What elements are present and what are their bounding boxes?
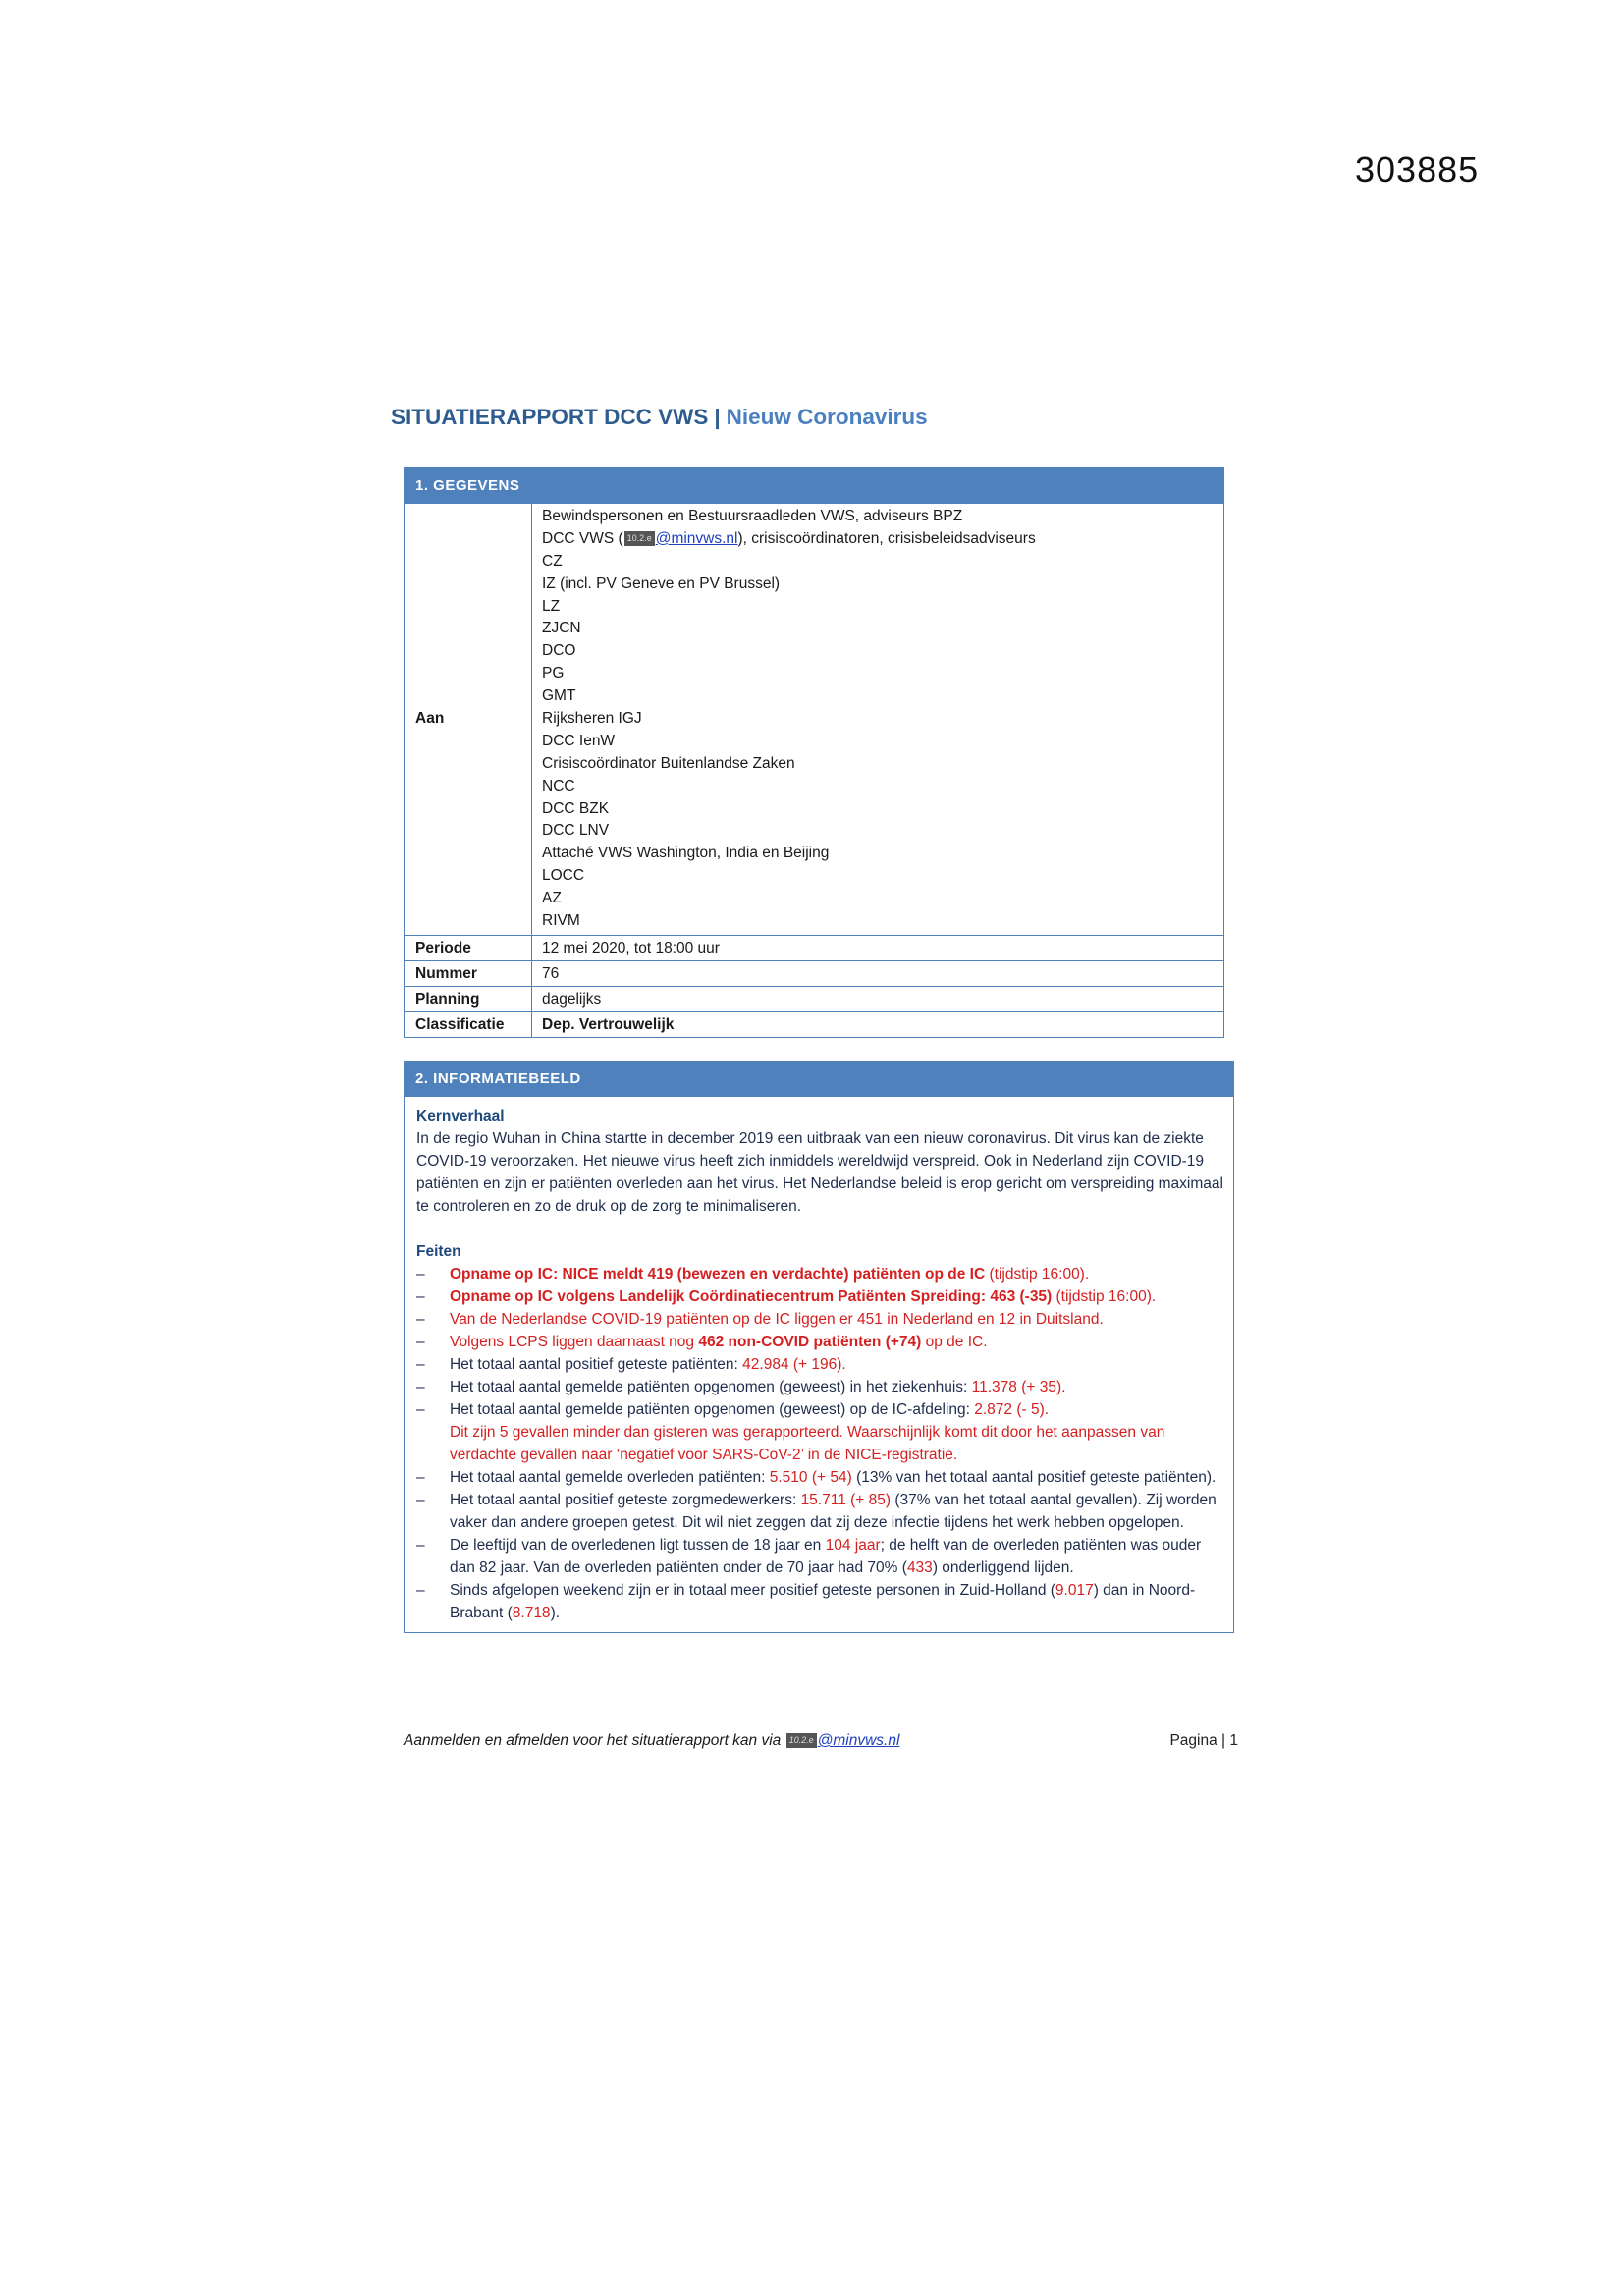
recipient-line: Rijksheren IGJ [542,710,642,728]
fact-text: ) dan in Noord-Brabant ( [450,1582,1196,1621]
footer-text: Aanmelden en afmelden voor het situatierapport kan via [404,1732,785,1749]
nummer-row [405,960,1223,986]
list-item [416,1353,1223,1376]
fact-text: (tijdstip 16:00). [985,1266,1090,1283]
recipient-line: Bewindspersonen en Bestuursraadleden VWS, adviseurs BPZ [542,508,963,524]
kernverhaal-heading: Kernverhaal [416,1108,505,1124]
recipient-line: IZ (incl. PV Geneve en PV Brussel) [542,574,781,592]
fact-text: op de IC. [921,1334,988,1350]
fact-text: Het totaal aantal positief geteste patiënten: [450,1356,743,1373]
fact-text: (37% van het totaal aantal gevallen). Zij worden vaker dan andere groepen getest. Dit wil niet zeggen dat zij deze infectie tijdens het werk hebben opgelopen. [450,1492,1217,1531]
page-footer [404,1732,1238,1750]
recipient-line: CZ [542,552,563,570]
redaction-box: 10.2.e [786,1733,817,1748]
fact-highlight: 462 non-COVID patiënten (+74) [698,1334,922,1350]
section-informatiebeeld [404,1061,1234,1633]
aan-recipients [532,504,1223,935]
fact-number: 11.378 (+ 35). [971,1379,1066,1395]
dcc-prefix: DCC VWS ( [542,529,623,547]
planning-row [405,986,1223,1011]
classificatie-label: Classificatie [405,1012,532,1037]
fact-text: ) onderliggend lijden. [932,1559,1074,1576]
fact-text: (tijdstip 16:00). [1052,1288,1157,1305]
list-item [416,1398,1223,1466]
list-item [416,1534,1223,1579]
classificatie-row [405,1011,1223,1037]
fact-text: Sinds afgelopen weekend zijn er in totaal meer positief geteste personen in Zuid-Holland ( [450,1582,1055,1599]
fact-text: ; de helft van de overleden patiënten was ouder dan 82 jaar. Van de overleden patiënten onder de 70 jaar had 70% ( [450,1537,1202,1576]
recipient-line: LZ [542,597,561,615]
fact-number: 2.872 (- 5). [974,1401,1050,1418]
fact-text: (13% van het totaal aantal positief geteste patiënten). [851,1469,1217,1486]
page-number: Pagina | 1 [1169,1732,1238,1749]
fact-number: 104 jaar [825,1537,881,1554]
periode-row [405,935,1223,960]
recipient-line: AZ [542,890,562,907]
recipient-line: RIVM [542,912,580,930]
list-item [416,1466,1223,1489]
recipient-line: GMT [542,687,576,705]
title-separator: | [714,405,721,429]
fact-note: Dit zijn 5 gevallen minder dan gisteren was gerapporteerd. Waarschijnlijk komt dit door het aanpassen van verdachte gevallen naar ‘negatief voor SARS-CoV-2’ in de NICE-registratie. [450,1424,1165,1463]
list-item [416,1489,1223,1534]
fact-number: 15.711 (+ 85) [800,1492,892,1508]
fact-number: 8.718 [512,1605,551,1621]
informatiebeeld-body [404,1097,1234,1633]
recipient-line: NCC [542,777,575,794]
list-item [416,1263,1223,1285]
kernverhaal-text: In de regio Wuhan in China startte in december 2019 een uitbraak van een nieuw coronavirus. Dit virus kan de ziekte COVID-19 veroorzaken. Het nieuwe virus heeft zich inmiddels wereldwijd verspreid. Ook in Nederland zijn COVID-19 patiënten en zijn er patiënten overleden aan het virus. Het Nederlandse beleid is erop gericht om verspreiding maximaal te controleren en zo de druk op de zorg te minimaliseren. [416,1130,1223,1215]
feiten-heading: Feiten [416,1243,461,1260]
recipient-line: DCC BZK [542,799,610,817]
list-item [416,1331,1223,1353]
fact-number: 9.017 [1055,1582,1094,1599]
recipient-line: LOCC [542,867,585,885]
list-item [416,1376,1223,1398]
recipient-line: DCC LNV [542,822,610,840]
redaction-box: 10.2.e [624,531,655,546]
report-title [391,405,928,430]
fact-text: ). [550,1605,561,1621]
fact-highlight: Opname op IC volgens Landelijk Coördinatiecentrum Patiënten Spreiding: 463 (-35) [450,1288,1053,1305]
planning-value: dagelijks [542,990,602,1008]
document-number: 303885 [1355,149,1480,190]
fact-text: Het totaal aantal positief geteste zorgmedewerkers: [450,1492,801,1508]
section-gegevens-header: 1. GEGEVENS [404,467,1224,504]
email-link[interactable]: @minvws.nl [655,529,738,547]
periode-label: Periode [405,936,532,960]
recipient-line: Attaché VWS Washington, India en Beijing [542,845,830,862]
dcc-suffix: ), crisiscoördinatoren, crisisbeleidsadviseurs [737,529,1036,547]
footer-subscribe-text [404,1732,899,1750]
footer-email-link[interactable]: @minvws.nl [817,1732,900,1749]
list-item [416,1285,1223,1308]
recipient-line: ZJCN [542,620,581,637]
report-title-main: SITUATIERAPPORT DCC VWS [391,405,709,429]
list-item [416,1308,1223,1331]
fact-highlight: Opname op IC: NICE meldt 419 (bewezen en verdachte) patiënten op de IC [450,1266,986,1283]
periode-value: 12 mei 2020, tot 18:00 uur [542,939,720,957]
section-informatiebeeld-header: 2. INFORMATIEBEELD [404,1061,1234,1097]
recipient-line: DCC IenW [542,732,616,749]
classificatie-value: Dep. Vertrouwelijk [542,1015,675,1033]
fact-text: De leeftijd van de overledenen ligt tussen de 18 jaar en [450,1537,826,1554]
fact-text: Volgens LCPS liggen daarnaast nog [450,1334,699,1350]
fact-number: 433 [906,1559,933,1576]
fact-text: Het totaal aantal gemelde overleden patiënten: [450,1469,770,1486]
gegevens-table [404,504,1224,1038]
fact-text: Van de Nederlandse COVID-19 patiënten op de IC liggen er 451 in Nederland en 12 in Duitsland. [450,1311,1104,1328]
recipient-line-dcc-vws [542,528,1223,551]
fact-number: 5.510 (+ 54) [769,1469,852,1486]
feiten-list [416,1263,1223,1624]
recipient-line: PG [542,665,565,683]
aan-row [405,504,1223,935]
fact-text: Het totaal aantal gemelde patiënten opgenomen (geweest) op de IC-afdeling: [450,1401,975,1418]
fact-number: 42.984 (+ 196). [742,1356,846,1373]
aan-label: Aan [405,504,532,935]
report-title-sub: Nieuw Coronavirus [726,405,928,429]
nummer-label: Nummer [405,961,532,986]
recipient-line: Crisiscoördinator Buitenlandse Zaken [542,754,795,772]
nummer-value: 76 [542,964,560,982]
section-gegevens [404,467,1224,1038]
planning-label: Planning [405,987,532,1011]
fact-text: Het totaal aantal gemelde patiënten opgenomen (geweest) in het ziekenhuis: [450,1379,972,1395]
list-item [416,1579,1223,1624]
recipient-line: DCO [542,642,576,660]
